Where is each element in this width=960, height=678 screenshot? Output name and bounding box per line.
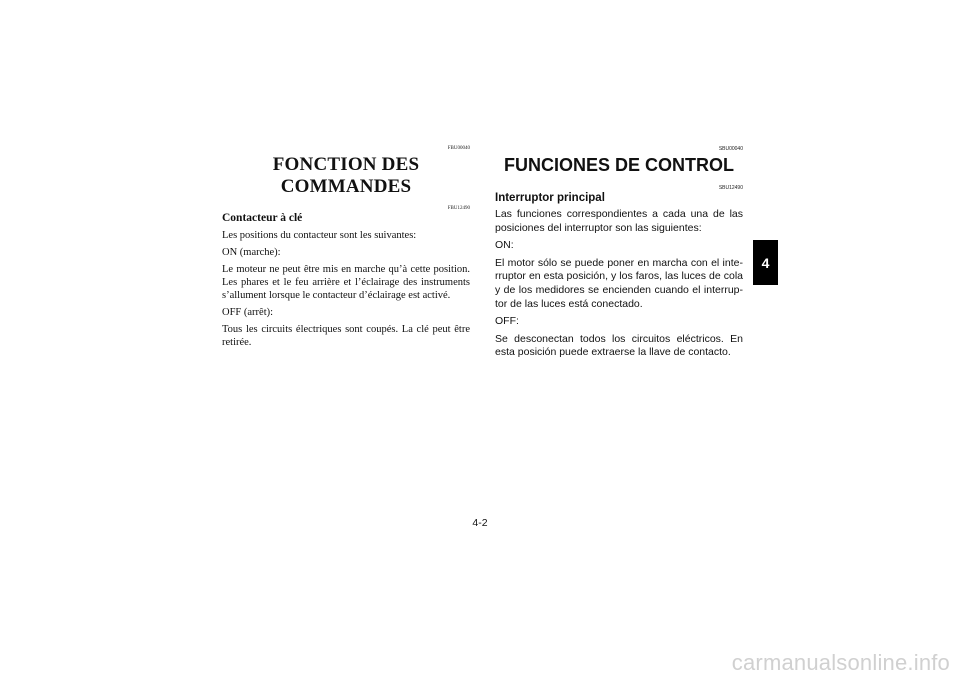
spanish-column xyxy=(495,146,743,364)
paragraph: ON: xyxy=(495,239,514,252)
section-code: FBU00040 xyxy=(447,146,470,151)
subsection-title: Interruptor principal xyxy=(495,192,605,204)
page-number: 4-2 xyxy=(472,517,488,529)
subsection-code: SBU12490 xyxy=(718,185,743,191)
paragraph: El motor sólo se puede poner en marcha con el inte-rruptor en esta posición, y los faros, las luces de cola y de los medidores se encienden cuando el interrup-tor de las luces está conectado. xyxy=(495,256,743,310)
subsection-title: Contacteur à clé xyxy=(222,212,303,224)
section-code: SBU00040 xyxy=(718,146,743,152)
paragraph: Les positions du contacteur sont les suivantes: xyxy=(222,230,417,241)
paragraph: Le moteur ne peut être mis en marche qu’à cette position. Les phares et le feu arrière et l’éclairage des instruments s’allument lorsque le contacteur d’éclairage est activé. xyxy=(222,264,470,301)
paragraph: Las funciones correspondientes a cada una de las posiciones del interruptor son las siguientes: xyxy=(495,208,743,234)
section-title: FUNCIONES DE CONTROL xyxy=(503,155,734,175)
french-column xyxy=(222,146,470,353)
section-title: FONCTION DES COMMANDES xyxy=(272,154,420,197)
paragraph: Tous les circuits électriques sont coupés. La clé peut être retirée. xyxy=(222,324,470,348)
paragraph: ON (marche): xyxy=(222,247,281,258)
paragraph: Se desconectan todos los circuitos eléctricos. En esta posición puede extraerse la llave de contacto. xyxy=(495,332,743,359)
chapter-tab: 4 xyxy=(753,240,778,285)
watermark: carmanualsonline.info xyxy=(731,650,950,675)
paragraph: OFF (arrêt): xyxy=(222,307,274,318)
paragraph: OFF: xyxy=(495,315,519,328)
subsection-code: FBU12490 xyxy=(447,206,470,211)
